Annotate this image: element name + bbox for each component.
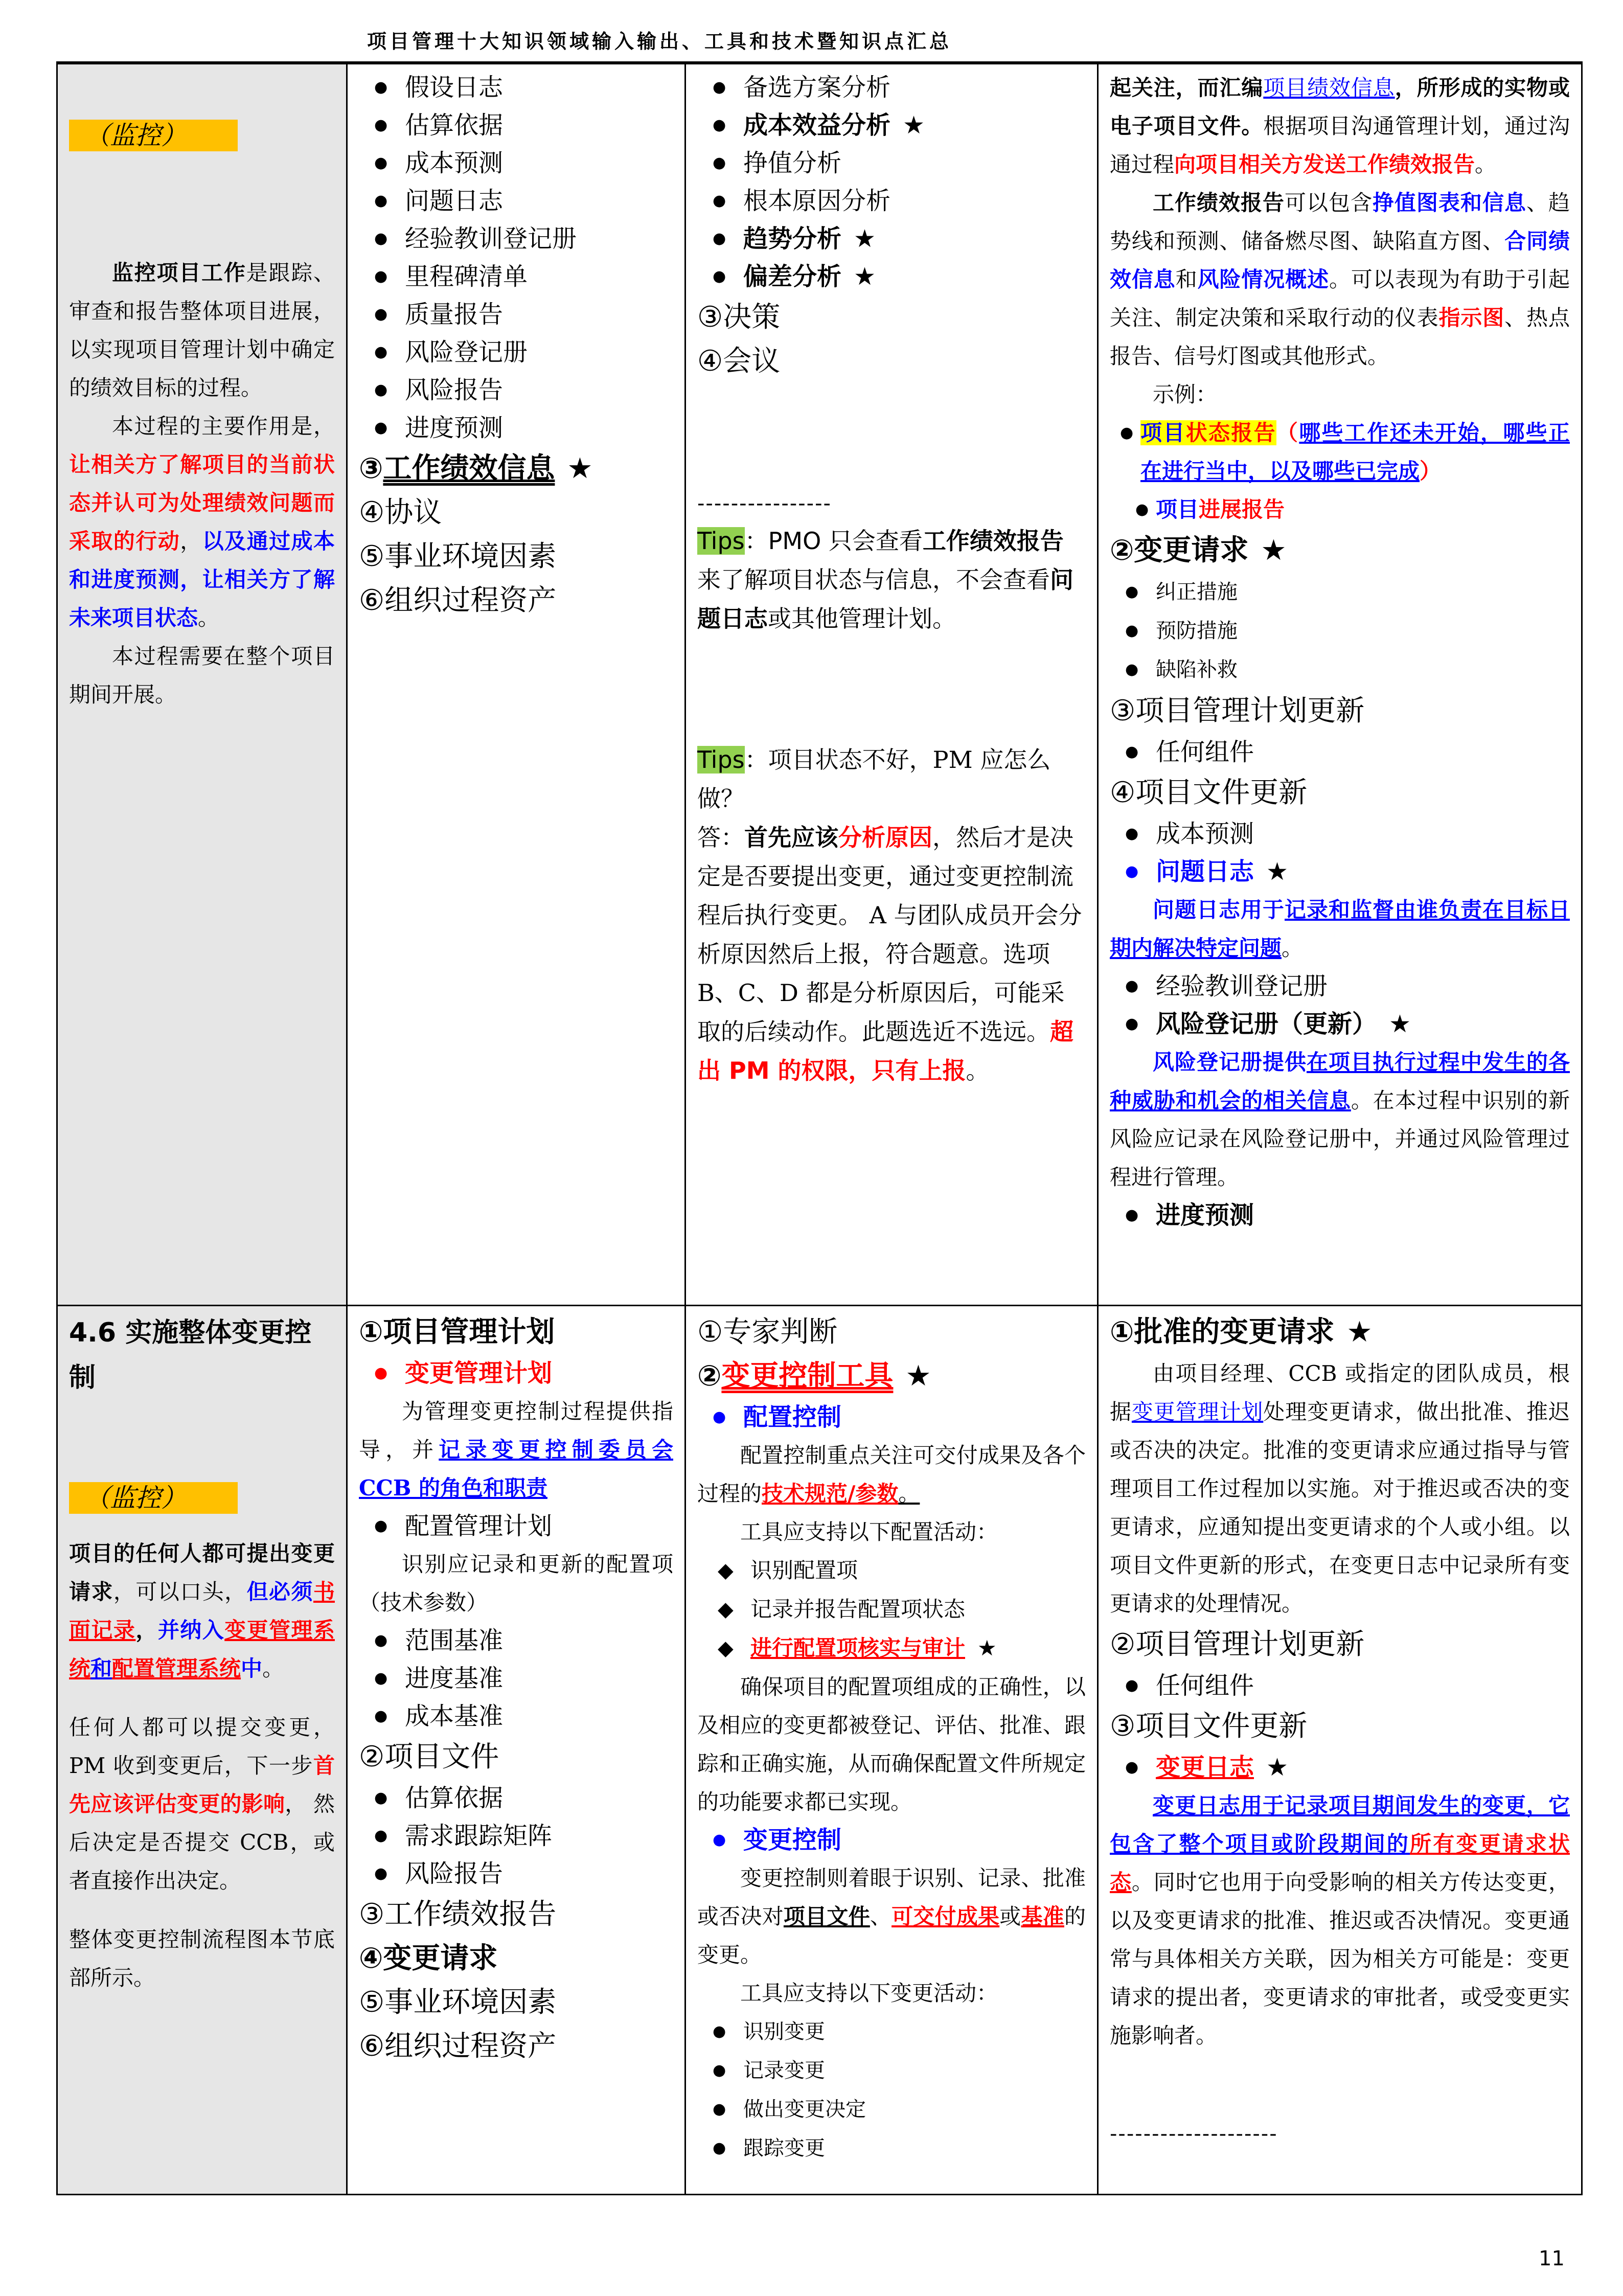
text-run: 书面记录 [69,1579,335,1643]
doc-item-risk-register: ● 风险登记册（更新） ★ [1110,1005,1570,1043]
pmp-update-item: ● 任何组件 [1110,733,1570,771]
change-activities-label: 工具应支持以下变更活动： [740,1981,998,2006]
config-control-heading: ● 配置控制 [697,1398,1086,1436]
text-run: 向项目相关方发送工作绩效报告 [1174,152,1475,177]
text-run: 变更管理系统 [69,1618,335,1681]
numbered-item: ④变更请求 [359,1942,498,1975]
change-activity: ● 识别变更 [697,2012,1086,2051]
text-run: 分析原因 [838,824,932,851]
change-request-type: ● 纠正措施 [1110,573,1570,611]
text-run: 可以包含 [1284,190,1373,215]
star-icon: ★ [977,1635,997,1661]
process-purpose [69,407,335,637]
text-run: 问题日志用于 [1153,897,1285,922]
tips-pmo-note [697,521,1086,638]
process-title: 4.6 实施整体变更控制 [69,1317,312,1393]
change-activity: ● 做出变更决定 [697,2090,1086,2129]
doc-item-schedule-forecast: ● 进度预测 [1110,1196,1570,1234]
input-bullet-item: ● 成本预测 [359,144,673,182]
example-status-report-text [1140,420,1570,484]
star-icon: ★ [1266,1753,1289,1782]
input-baseline: ● 进度基准 [359,1660,673,1697]
config-activity: ◆ 进行配置项核实与审计 ★ [697,1629,1086,1668]
text-run: 来了解项目状态与信息，不会查看 [697,566,1050,594]
change-control-heading: ● 变更控制 [697,1821,1086,1859]
input-project-doc-item: ● 估算依据 [359,1779,673,1817]
text-run: 配置管理系统 [112,1656,241,1681]
text-run: ，所形成的实物或电子项目文件。 [1110,75,1570,139]
output-doc-updates: ③项目文件更新 [1110,1710,1308,1743]
text-run: ， [135,1618,158,1643]
text-run: Tips [697,746,745,774]
text-run: 超出 PM 的权限，只有上报 [697,1018,1073,1084]
config-activity: ◆ 识别配置项 [697,1551,1086,1590]
tool-expert-judgment: ①专家判断 [697,1315,838,1349]
text-run: 、热点报告、信号灯图或其他形式。 [1110,305,1570,369]
doc-item-change-log: ● 变更日志 ★ [1110,1748,1570,1786]
process-cell [57,63,347,1306]
change-request-rule [69,1534,335,1688]
numbered-item: ③工作绩效信息 ★ [359,452,593,485]
outputs-cell [1098,1306,1582,2195]
numbered-item: ④会议 [697,345,781,378]
text-run: 记录和监督由谁负责在目标日期内解决特定问题 [1110,897,1570,961]
text-run: 风险登记册提供 [1153,1050,1307,1075]
text-run: 项目的任何人都可提出变更请求 [69,1541,335,1604]
change-plan-desc [359,1392,673,1507]
input-project-docs: ②项目文件 [359,1740,499,1774]
page-number: 11 [1539,2247,1565,2270]
divider-line: -------------------- [1110,2122,1278,2146]
example-progress-report: ● 项目进展报告 [1135,497,1285,522]
input-bullet-item: ● 里程碑清单 [359,258,673,295]
input-pmp: ①项目管理计划 [359,1315,555,1349]
input-bullet-item: ● 风险登记册 [359,333,673,371]
input-bullet-item: ● 估算依据 [359,106,673,144]
work-performance-report-desc [1110,184,1570,375]
process-group-tag: （监控） [69,1482,238,1514]
table-row-monitor-project-work [57,63,1582,1306]
text-run: 首先应该 [744,824,838,851]
text-run: 以及通过成本和进度预测，让相关方了解未来项目状态 [69,529,335,630]
text-run: 、趋势线和预测、储备燃尽图、缺陷直方图、 [1110,190,1570,254]
tool-change-control-tools: ②变更控制工具 ★ [697,1359,931,1393]
text-run: 风险情况概述 [1197,267,1329,292]
text-run: 挣值图表和信息 [1372,190,1526,215]
config-activities-label: 工具应支持以下配置活动： [740,1519,998,1544]
text-run: 或其他管理计划。 [768,605,956,632]
text-run: 。 [262,1656,284,1681]
text-run: 整体变更控制流程图本节底部所示。 [69,1927,335,1990]
text-run: ，可以口头， [113,1579,247,1604]
doc-item-issue-log: ● 问题日志 ★ [1110,853,1570,891]
text-run: 项目 [1140,420,1186,445]
text-run: 。同时它也用于向受影响的相关方传达变更，以及变更请求的批准、推迟或否决情况。变更通常与具体相关方关联，因为相关方可能是：变更请求的提出者，变更请求的审批者，或受变更实施影响者。 [1110,1870,1570,2048]
pm-next-step [69,1708,335,1900]
text-run: 所有变更请求状态 [1110,1831,1570,1895]
star-icon: ★ [567,452,593,485]
page-header: 项目管理十大知识领域输入输出、工具和技术暨知识点汇总 [367,30,952,53]
text-run: 。 [198,605,220,630]
input-change-mgmt-plan: ● 变更管理计划 [359,1354,673,1392]
inputs-cell [347,1306,685,2195]
output-pmp-updates: ③项目管理计划更新 [1110,694,1365,728]
tools-cell [685,1306,1098,2195]
config-ensure-desc [697,1668,1086,1821]
text-run: 的变更。 [697,1904,1086,1967]
table-row-integrated-change-control [57,1306,1582,2195]
numbered-item: ⑤事业环境因素 [359,540,557,573]
change-control-desc [697,1859,1086,1974]
tool-bullet-list [697,69,1086,295]
text-run: 确保项目的配置项组成的正确性，以及相应的变更都被登记、评估、批准、跟踪和正确实施，从而确保配置文件所规定的功能要求都已实现。 [697,1674,1086,1814]
divider-line: ---------------- [697,492,832,515]
numbered-item: ⑥组织过程资产 [359,2030,557,2063]
text-run: 和 [90,1656,112,1681]
star-icon: ★ [854,224,876,253]
tool-bullet-item: ● 趋势分析 ★ [697,220,1086,258]
text-run: 让相关方了解项目的当前状态并认可为处理绩效问题而采取的行动 [69,452,335,554]
process-frequency [69,637,335,714]
input-bullet-item: ● 经验教训登记册 [359,220,673,258]
tool-bullet-item: ● 偏差分析 ★ [697,258,1086,295]
config-activity: ◆ 记录并报告配置项状态 [697,1590,1086,1629]
text-run: 记录变更控制委员会 CCB 的角色和职责 [359,1437,673,1501]
input-bullet-item: ● 进度预测 [359,409,673,447]
approved-change-desc [1110,1354,1570,1623]
tool-bullet-item: ● 根本原因分析 [697,182,1086,220]
input-config-mgmt-plan: ● 配置管理计划 [359,1507,673,1545]
tips-question [697,740,1086,818]
change-request-type: ● 预防措施 [1110,611,1570,650]
process-group-tag: （监控） [69,120,238,151]
text-run: 监控项目工作 [112,260,246,285]
issue-log-desc [1110,891,1570,967]
example-label: 示例： [1153,382,1218,407]
change-request-type: ● 缺陷补救 [1110,650,1570,689]
text-run: 识别应记录和更新的配置项（技术参数） [359,1552,673,1615]
text-run: （ [1276,420,1299,445]
text-run: 。 [966,1057,990,1084]
star-icon: ★ [1346,1315,1373,1349]
numbered-item: ⑥组织过程资产 [359,584,557,617]
text-run: ，然后才是决定是否要提出变更，通过变更控制流程后执行变更。 [697,824,1073,929]
risk-register-desc [1110,1043,1570,1196]
star-icon: ★ [903,111,925,140]
numbered-item: ⑤事业环境因素 [359,1986,557,2019]
text-run: 工作绩效报告 [1153,190,1285,215]
input-numbered-list [359,447,673,623]
config-plan-desc [359,1545,673,1622]
text-run: 问题日志 [697,566,1073,632]
text-run: 由项目经理、CCB 或指定的团队成员，根据 [1110,1361,1570,1424]
text-run: 任何人都可以提交变更， PM 收到变更后，下一步 [69,1715,335,1778]
output-change-requests: ②变更请求 ★ [1110,534,1287,567]
input-bullet-item: ● 问题日志 [359,182,673,220]
example-progress-report-text [1156,497,1285,522]
tool-bullet-item: ● 备选方案分析 [697,69,1086,106]
text-run: ， [180,529,202,554]
pmp-update-item: ● 任何组件 [1110,1667,1570,1704]
text-run: 合同绩效信息 [1110,229,1570,292]
tool-bullet-item: ● 挣值分析 [697,144,1086,182]
numbered-item: ③工作绩效报告 [359,1898,557,1931]
config-control-desc [697,1436,1086,1513]
text-run: 或 [999,1904,1021,1929]
tips-answer [697,818,1086,1090]
input-baseline: ● 成本基准 [359,1697,673,1735]
inputs-cell [347,63,685,1306]
input-bullet-list [359,69,673,447]
text-run: 可交付成果 [891,1904,1000,1929]
text-run: 为管理变更控制过程提供指导，并 [359,1399,673,1462]
star-icon: ★ [1261,534,1287,567]
input-bullet-item: ● 风险报告 [359,371,673,409]
text-run: 。可以表现为有助于引起关注、制定决策和采取行动的仪表 [1110,267,1570,330]
flowchart-note [69,1920,335,1997]
input-bullet-item: ● 假设日志 [359,69,673,106]
text-run: 。 [1475,152,1497,177]
text-run: 本过程的主要作用是， [112,414,335,439]
text-run: 起关注，而汇编 [1110,75,1264,100]
tool-numbered-list [697,295,1086,383]
doc-item-cost-forecast: ● 成本预测 [1110,815,1570,853]
change-activity: ● 跟踪变更 [697,2129,1086,2168]
text-run: 根据项目沟通管理计划，通过沟通过程 [1110,113,1570,177]
text-run: 技术规范/参数 [762,1481,899,1506]
text-run: 项目文件 [783,1904,870,1929]
text-run: 变更日志用于记录项目期间发生的变更，它包含了整个项目或阶段期间的 [1110,1793,1570,1856]
numbered-item: ③决策 [697,301,781,334]
tools-cell [685,63,1098,1306]
star-icon: ★ [1389,1010,1411,1038]
text-run: 工作绩效报告 [922,527,1064,555]
text-run: 本过程需要在整个项目期间开展。 [69,644,335,707]
input-project-doc-item: ● 风险报告 [359,1855,673,1893]
tool-bullet-item: ● 成本效益分析 ★ [697,106,1086,144]
output-pmp-updates: ②项目管理计划更新 [1110,1628,1365,1661]
text-run: 变更管理计划 [1131,1399,1264,1424]
text-run: 项目 [1156,497,1199,522]
change-activity: ● 记录变更 [697,2051,1086,2090]
text-run: 项目绩效信息 [1263,75,1395,100]
text-run: 和 [1175,267,1198,292]
star-icon: ★ [854,262,876,291]
text-run: 进展报告 [1199,497,1285,522]
numbered-item: ④协议 [359,496,442,529]
text-run: 哪些工作还未开始，哪些正在进行当中，以及哪些已完成 [1140,420,1570,484]
process-definition [69,254,335,407]
change-log-desc [1110,1786,1570,2055]
star-icon: ★ [1266,857,1289,886]
text-run: 中 [241,1656,263,1681]
doc-item-lessons-learned: ● 经验教训登记册 [1110,967,1570,1005]
text-run: 配置控制重点关注可交付成果及各个过程的 [697,1443,1086,1506]
text-run: 变更控制则着眼于识别、记录、批准或否决对 [697,1866,1086,1929]
text-run: 、 [870,1904,892,1929]
text-run: 指示图 [1438,305,1505,330]
output-doc-updates: ④项目文件更新 [1110,776,1308,809]
output-approved-change-requests: ①批准的变更请求 ★ [1110,1315,1373,1349]
text-run: 首先应该评估变更的影响 [69,1753,335,1816]
example-status-report: ● 项目状态报告（哪些工作还未开始，哪些正在进行当中，以及哪些已完成） [1120,420,1570,484]
text-run: 处理变更请求，做出批准、推迟或否决的决定。批准的变更请求应通过指导与管理项目工作过程加以实施。对于推迟或否决的变更请求，应通知提出变更请求的个人或小组。以项目文件更新的形式，在变更日志中记录所有变更请求的处理情况。 [1110,1399,1570,1616]
text-run: 。在本过程中识别的新风险应记录在风险登记册中，并通过风险管理过程进行管理。 [1110,1088,1570,1190]
text-run: ：项目状态不好，PM 应怎么做？ [697,746,1051,812]
text-run: ：PMO 只会查看 [744,527,923,555]
input-project-doc-item: ● 需求跟踪矩阵 [359,1817,673,1855]
text-run: 基准 [1021,1904,1064,1929]
outputs-cell [1098,63,1582,1306]
text-run: 并纳入 [157,1618,225,1643]
text-run: 。 [1282,936,1304,961]
text-run: 在项目执行过程中发生的各种威胁和机会的相关信息 [1110,1050,1570,1113]
star-icon: ★ [905,1359,931,1393]
process-cell [57,1306,347,2195]
text-run: 但必须 [246,1579,313,1604]
text-run: A 与团队成员开会分析原因然后上报，符合题意。选项 B、C、D 都是分析原因后，可能采取的后续动作。此题选近不选远。 [697,901,1082,1045]
work-performance-report-intro [1110,69,1570,184]
text-run: 。 [898,1481,920,1506]
input-bullet-item: ● 质量报告 [359,295,673,333]
text-run: ） [1420,459,1442,484]
text-run: 状态报告 [1185,420,1276,445]
knowledge-table [56,61,1583,2195]
text-run: 是跟踪、审查和报告整体项目进展，以实现项目管理计划中确定的绩效目标的过程。 [69,260,335,400]
text-run: Tips [697,527,745,555]
input-baseline: ● 范围基准 [359,1622,673,1660]
text-run: ， 然后决定是否提交 CCB，或者直接作出决定。 [69,1791,335,1893]
text-run: 答： [697,824,744,851]
